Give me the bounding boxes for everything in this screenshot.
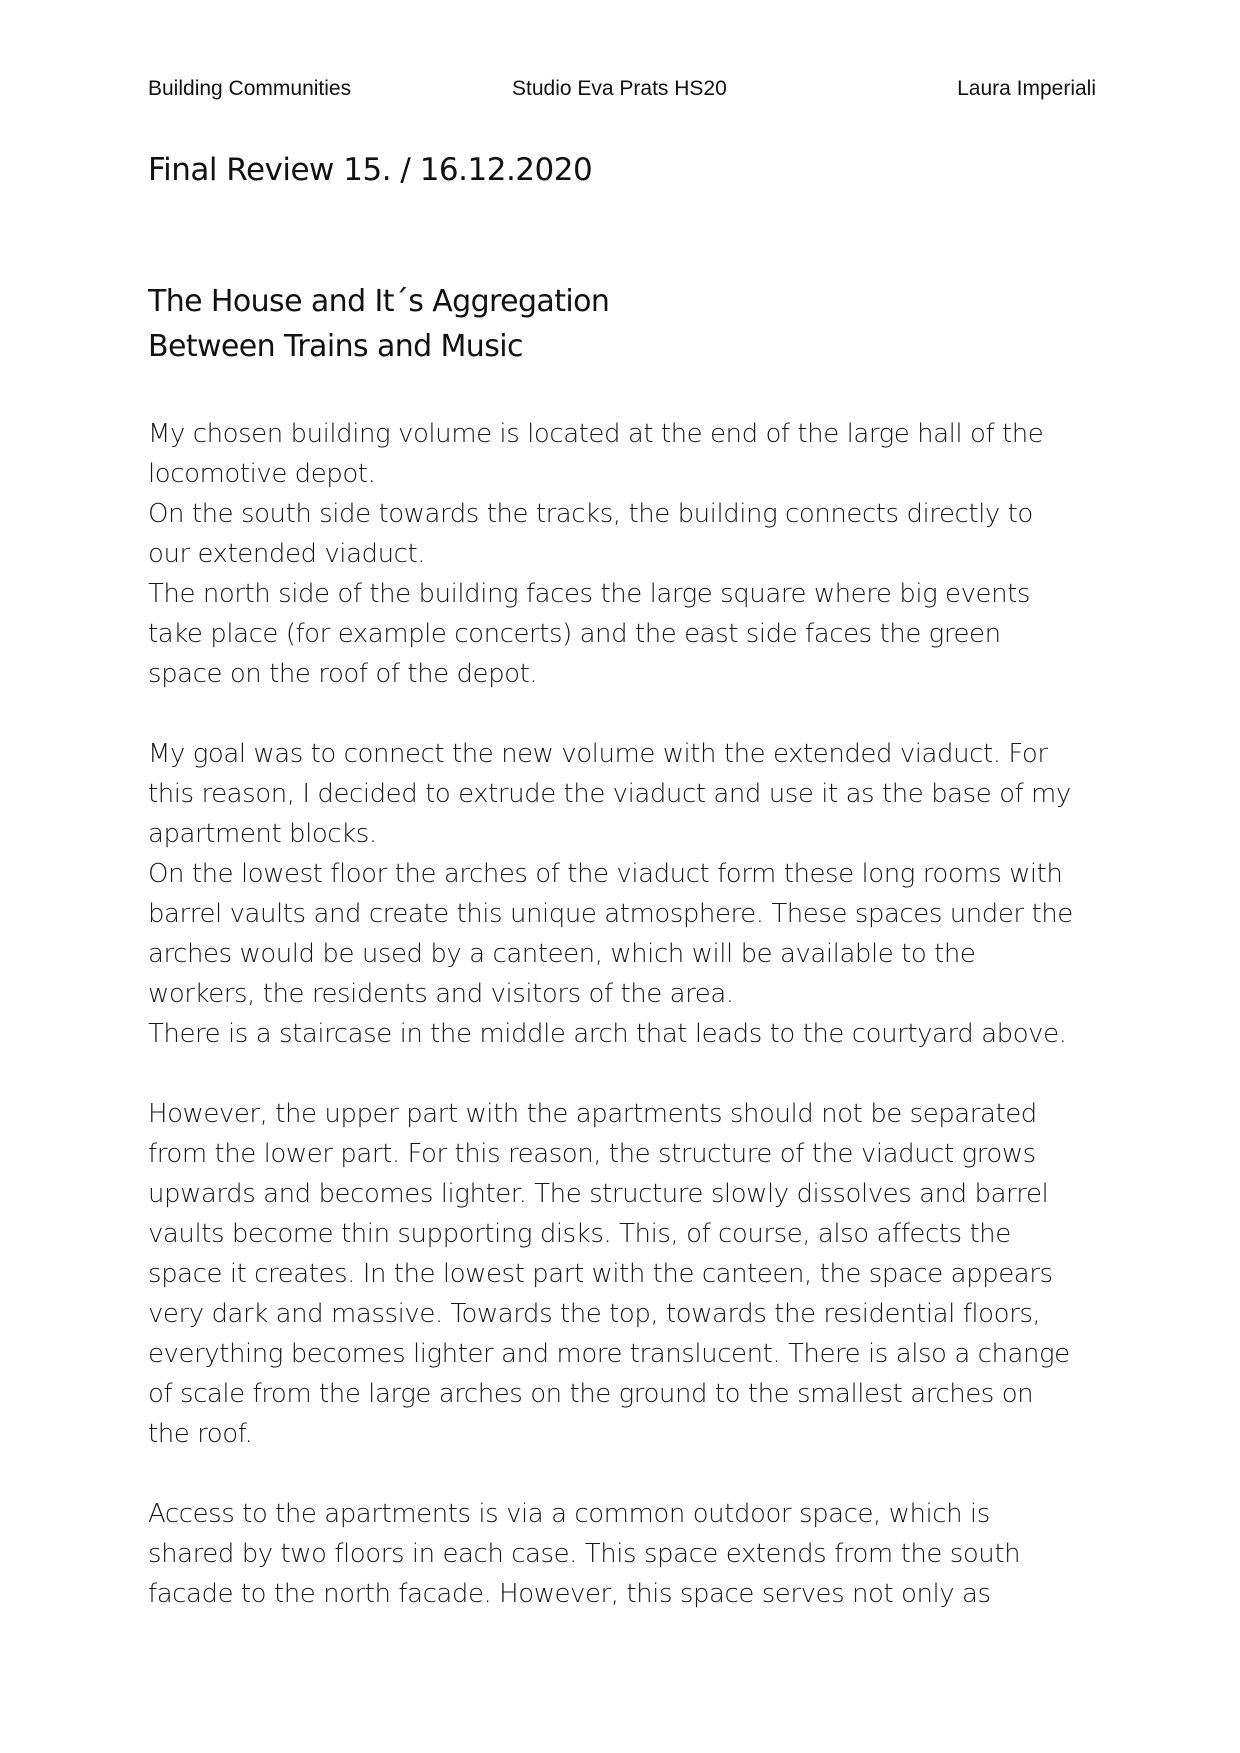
text-line: space on the roof of the depot.	[148, 659, 538, 689]
header-course-name: Building Communities	[148, 77, 352, 100]
text-line: barrel vaults and create this unique atmosphere. These spaces under the	[148, 899, 1073, 929]
text-line: this reason, I decided to extrude the viaduct and use it as the base of my	[148, 779, 1071, 809]
header-studio-name: Studio Eva Prats HS20	[512, 77, 727, 100]
text-line: the roof.	[148, 1419, 253, 1449]
paragraph-site	[148, 414, 1108, 694]
text-line: On the lowest floor the arches of the viaduct form these long rooms with	[148, 859, 1063, 889]
text-line: locomotive depot.	[148, 459, 376, 489]
text-line: upwards and becomes lighter. The structure slowly dissolves and barrel	[148, 1179, 1049, 1209]
text-line: apartment blocks.	[148, 819, 377, 849]
header-author-name: Laura Imperiali	[957, 77, 1096, 100]
document-subtitle: Between Trains and Music	[148, 329, 523, 364]
text-line: take place (for example concerts) and the east side faces the green	[148, 619, 1001, 649]
review-date-heading: Final Review 15. / 16.12.2020	[148, 152, 593, 188]
paragraph-access	[148, 1494, 1108, 1614]
text-line: from the lower part. For this reason, the structure of the viaduct grows	[148, 1139, 1036, 1169]
page-header	[148, 74, 1096, 104]
text-line: our extended viaduct.	[148, 539, 426, 569]
document-body	[148, 148, 1108, 1614]
text-line: vaults become thin supporting disks. This, of course, also affects the	[148, 1219, 1011, 1249]
text-line: There is a staircase in the middle arch that leads to the courtyard above.	[148, 1019, 1067, 1049]
text-line: of scale from the large arches on the ground to the smallest arches on	[148, 1379, 1034, 1409]
text-line: The north side of the building faces the large square where big events	[148, 579, 1030, 609]
text-line: Access to the apartments is via a common outdoor space, which is	[148, 1499, 990, 1529]
text-line: arches would be used by a canteen, which will be available to the	[148, 939, 976, 969]
paragraph-viaduct	[148, 734, 1108, 1054]
text-line: space it creates. In the lowest part with the canteen, the space appears	[148, 1259, 1053, 1289]
text-line: very dark and massive. Towards the top, towards the residential floors,	[148, 1299, 1041, 1329]
text-line: workers, the residents and visitors of the area.	[148, 979, 734, 1009]
text-line: everything becomes lighter and more translucent. There is also a change	[148, 1339, 1070, 1369]
paragraph-structure	[148, 1094, 1108, 1454]
text-line: shared by two floors in each case. This space extends from the south	[148, 1539, 1021, 1569]
text-line: facade to the north facade. However, this space serves not only as	[148, 1579, 991, 1609]
text-line: My goal was to connect the new volume with the extended viaduct. For	[148, 739, 1048, 769]
text-line: My chosen building volume is located at the end of the large hall of the	[148, 419, 1044, 449]
document-title: The House and It´s Aggregation	[148, 284, 610, 319]
text-line: However, the upper part with the apartments should not be separated	[148, 1099, 1037, 1129]
text-line: On the south side towards the tracks, the building connects directly to	[148, 499, 1033, 529]
